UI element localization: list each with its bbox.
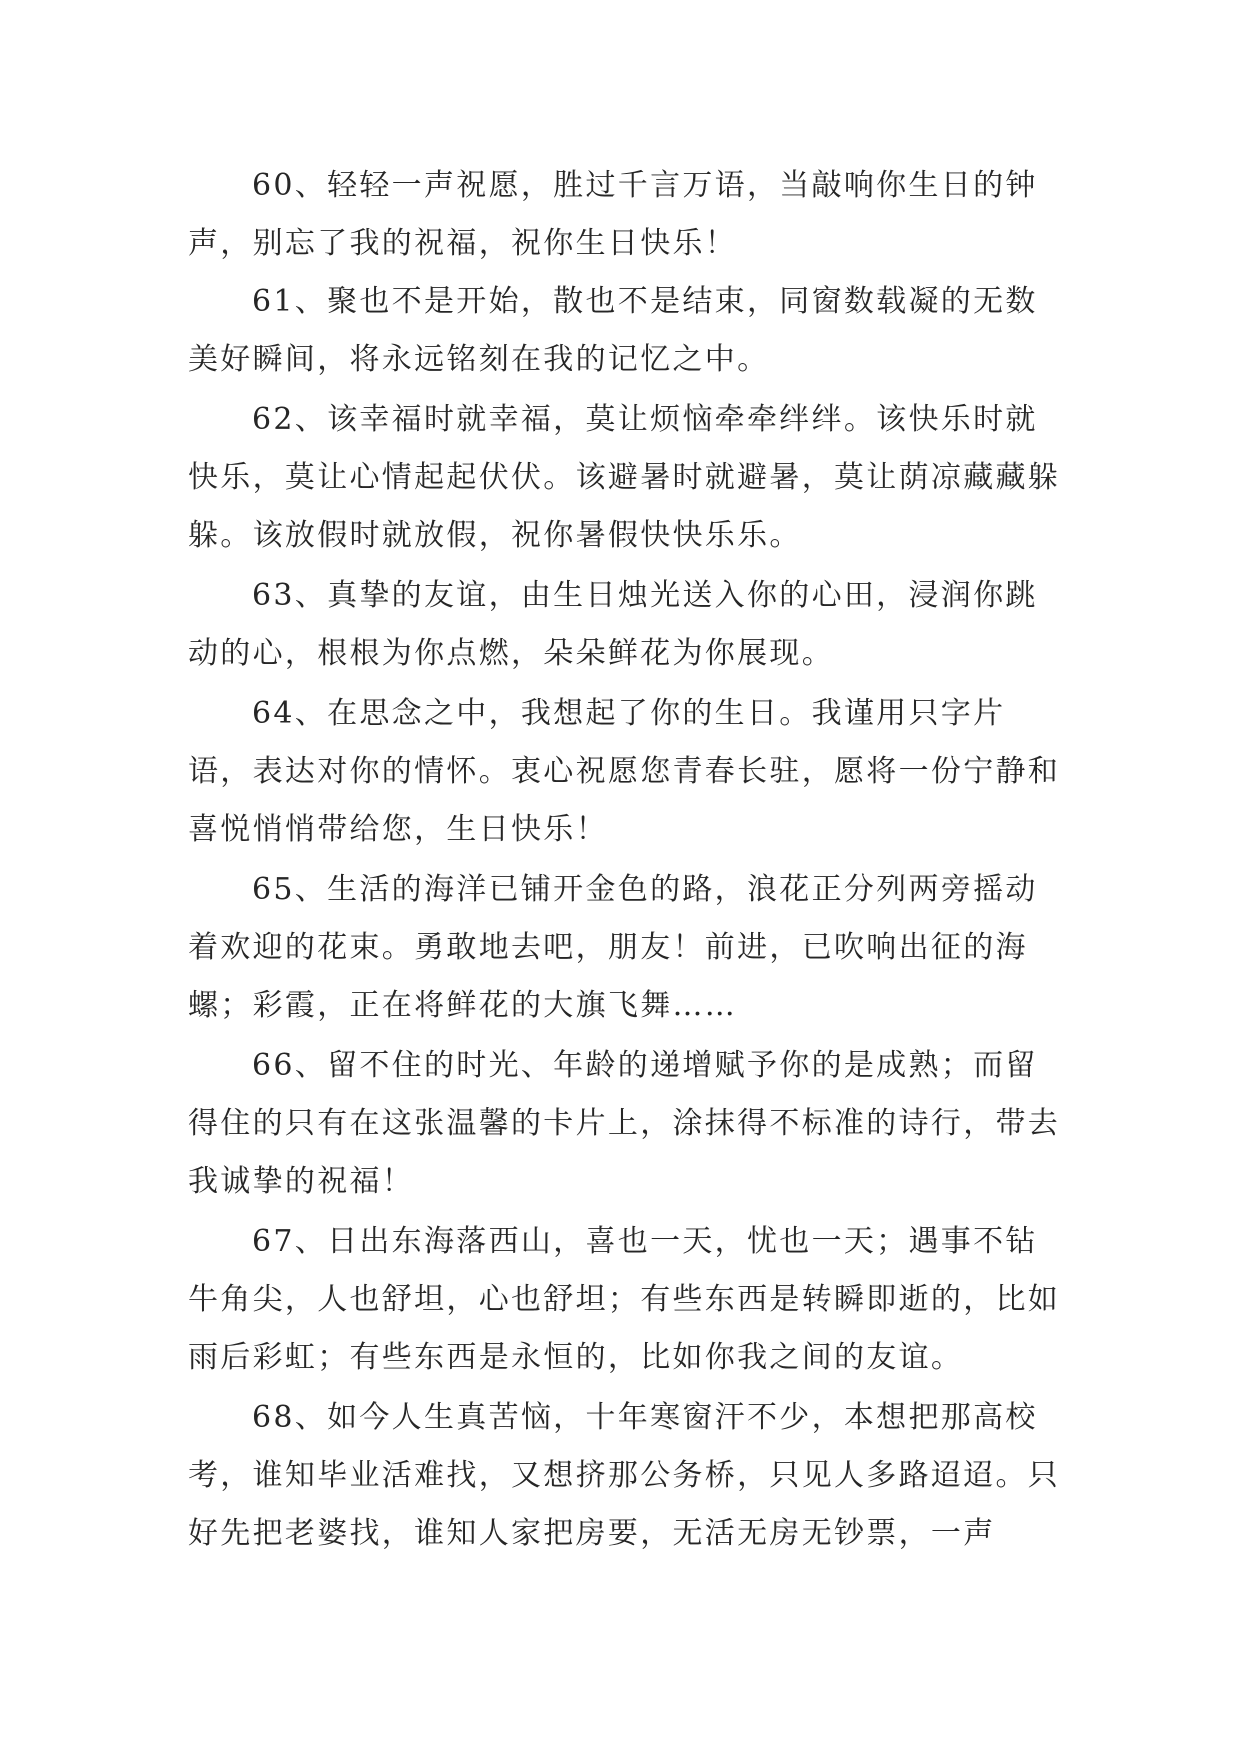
paragraph-61: 61、聚也不是开始，散也不是结束，同窗数载凝的无数美好瞬间，将永远铭刻在我的记忆之中。 [188, 284, 1038, 377]
document-body [188, 157, 1068, 1565]
paragraph-68: 68、如今人生真苦恼，十年寒窗汗不少，本想把那高校考，谁知毕业活难找，又想挤那公务桥，只见人多路迢迢。只好先把老婆找，谁知人家把房要，无活无房无钞票，一声 [188, 1400, 1061, 1551]
paragraph-62: 62、该幸福时就幸福，莫让烦恼牵牵绊绊。该快乐时就快乐，莫让心情起起伏伏。该避暑时就避暑，莫让荫凉藏藏躲躲。该放假时就放假，祝你暑假快快乐乐。 [188, 402, 1061, 553]
paragraph-63: 63、真挚的友谊，由生日烛光送入你的心田，浸润你跳动的心，根根为你点燃，朵朵鲜花为你展现。 [188, 578, 1038, 671]
paragraph-65: 65、生活的海洋已铺开金色的路，浪花正分列两旁摇动着欢迎的花束。勇敢地去吧，朋友！前进，已吹响出征的海螺；彩霞，正在将鲜花的大旗飞舞…… [188, 872, 1038, 1023]
paragraph-66: 66、留不住的时光、年龄的递增赋予你的是成熟；而留得住的只有在这张温馨的卡片上，涂抹得不标准的诗行，带去我诚挚的祝福！ [188, 1048, 1061, 1199]
paragraph-60: 60、轻轻一声祝愿，胜过千言万语，当敲响你生日的钟声，别忘了我的祝福，祝你生日快乐！ [188, 168, 1038, 261]
paragraph-67: 67、日出东海落西山，喜也一天，忧也一天；遇事不钻牛角尖，人也舒坦，心也舒坦；有些东西是转瞬即逝的，比如雨后彩虹；有些东西是永恒的，比如你我之间的友谊。 [188, 1224, 1061, 1375]
paragraph-64: 64、在思念之中，我想起了你的生日。我谨用只字片语，表达对你的情怀。衷心祝愿您青春长驻，愿将一份宁静和喜悦悄悄带给您，生日快乐！ [188, 696, 1061, 847]
